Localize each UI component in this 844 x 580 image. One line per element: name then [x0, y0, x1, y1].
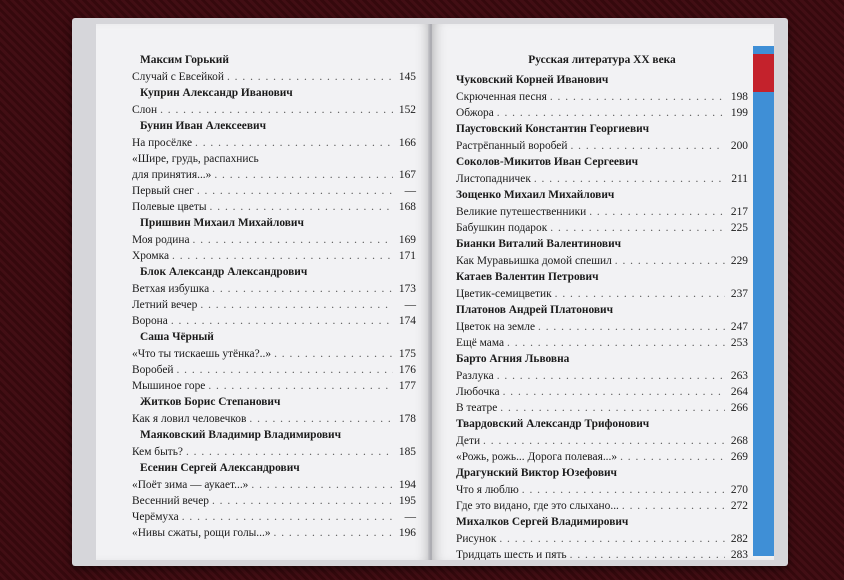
dot-leader: [522, 482, 725, 498]
entry-title: Моя родина: [132, 234, 190, 246]
dot-leader: [550, 220, 725, 236]
entry-page-number: 173: [398, 283, 416, 295]
dot-leader: [274, 346, 393, 362]
toc-entry: [132, 69, 416, 85]
toc-entry: [456, 482, 748, 498]
entry-title: для принятия...»: [132, 169, 212, 181]
dot-leader: [193, 232, 393, 248]
entry-title: Тридцать шесть и пять: [456, 549, 567, 560]
entry-page-number: 253: [730, 337, 748, 349]
open-book: [72, 18, 788, 566]
entry-page-number: 171: [398, 250, 416, 262]
entry-page-number: 200: [730, 140, 748, 152]
dot-leader: [186, 444, 393, 460]
entry-title: Ветхая избушка: [132, 283, 210, 295]
entry-title: «Рожь, рожь... Дорога полевая...»: [456, 451, 618, 463]
toc-entry: [132, 346, 416, 362]
dot-leader: [570, 547, 725, 560]
author-heading: Михалков Сергей Владимирович: [456, 516, 629, 528]
entry-page-number: —: [404, 185, 416, 197]
dot-leader: [497, 105, 725, 121]
left-toc: [132, 52, 416, 541]
blue-edge-tab: [751, 46, 774, 556]
entry-title: Случай с Евсейкой: [132, 71, 224, 83]
toc-entry: [132, 151, 416, 167]
entry-page-number: 225: [730, 222, 748, 234]
toc-entry: [132, 477, 416, 493]
toc-entry: [132, 281, 416, 297]
entry-page-number: 266: [730, 402, 748, 414]
dot-leader: [172, 248, 393, 264]
dot-leader: [249, 411, 393, 427]
toc-entry: [456, 105, 748, 121]
entry-title: Дети: [456, 435, 481, 447]
entry-title: Слон: [132, 104, 158, 116]
entry-page-number: 217: [730, 206, 748, 218]
entry-page-number: 199: [730, 107, 748, 119]
entry-page-number: 175: [398, 348, 416, 360]
author-heading: Бианки Виталий Валентинович: [456, 238, 622, 250]
entry-page-number: 272: [730, 500, 748, 512]
dot-leader: [182, 509, 393, 525]
entry-page-number: 196: [398, 527, 416, 539]
dot-leader: [176, 362, 393, 378]
entry-page-number: 152: [398, 104, 416, 116]
right-page: [432, 24, 774, 560]
author-heading: Платонов Андрей Платонович: [456, 304, 614, 316]
entry-title: Как Муравьишка домой спешил: [456, 255, 612, 267]
author-heading: Драгунский Виктор Юзефович: [456, 467, 617, 479]
toc-entry: [456, 220, 748, 236]
entry-title: Мышиное горе: [132, 380, 206, 392]
toc-entry: [456, 335, 748, 351]
toc-entry: [132, 313, 416, 329]
entry-page-number: 229: [730, 255, 748, 267]
entry-page-number: 283: [730, 549, 748, 560]
entry-page-number: 195: [398, 495, 416, 507]
toc-entry: [132, 411, 416, 427]
dot-leader: [589, 204, 725, 220]
dot-leader: [160, 102, 393, 118]
dot-leader: [214, 167, 393, 183]
entry-title: Бабушкин подарок: [456, 222, 548, 234]
author-heading: Пришвин Михаил Михайлович: [140, 217, 304, 229]
toc-entry: [132, 232, 416, 248]
toc-entry: [456, 319, 748, 335]
toc-entry: [456, 449, 748, 465]
entry-page-number: 194: [398, 479, 416, 491]
entry-page-number: —: [404, 511, 416, 523]
entry-title: «Поёт зима — аукает...»: [132, 479, 249, 491]
entry-page-number: 174: [398, 315, 416, 327]
entry-title: Скрюченная песня: [456, 91, 547, 103]
dot-leader: [197, 183, 393, 199]
toc-entry: [132, 199, 416, 215]
entry-title: Где это видано, где это слыхано...: [456, 500, 619, 512]
toc-entry: [456, 368, 748, 384]
toc-entry: [132, 167, 416, 183]
entry-page-number: 237: [730, 288, 748, 300]
toc-entry: [132, 183, 416, 199]
dot-leader: [171, 313, 393, 329]
author-heading: Твардовский Александр Трифонович: [456, 418, 650, 430]
entry-title: Черёмуха: [132, 511, 179, 523]
toc-entry: [132, 525, 416, 541]
dot-leader: [534, 171, 725, 187]
entry-page-number: 176: [398, 364, 416, 376]
entry-title: Разлука: [456, 370, 494, 382]
entry-page-number: 282: [730, 533, 748, 545]
toc-entry: [456, 547, 748, 560]
author-heading: Чуковский Корней Иванович: [456, 74, 609, 86]
dot-leader: [483, 433, 725, 449]
author-heading: Есенин Сергей Александрович: [140, 462, 300, 474]
author-heading: Бунин Иван Алексеевич: [140, 120, 266, 132]
entry-page-number: 264: [730, 386, 748, 398]
dot-leader: [251, 477, 393, 493]
dot-leader: [210, 199, 393, 215]
dot-leader: [503, 384, 725, 400]
dot-leader: [212, 281, 393, 297]
entry-page-number: 198: [730, 91, 748, 103]
dot-leader: [615, 253, 725, 269]
toc-entry: [132, 493, 416, 509]
entry-title: В театре: [456, 402, 498, 414]
dot-leader: [507, 335, 725, 351]
entry-title: «Шире, грудь, распахнись: [132, 153, 259, 165]
dot-leader: [227, 69, 393, 85]
toc-entry: [132, 297, 416, 313]
author-heading: Барто Агния Львовна: [456, 353, 570, 365]
entry-page-number: 211: [731, 173, 748, 185]
author-heading: Зощенко Михаил Михайлович: [456, 189, 615, 201]
entry-title: На просёлке: [132, 137, 193, 149]
entry-title: Растрёпанный воробей: [456, 140, 568, 152]
entry-title: Листопадничек: [456, 173, 531, 185]
entry-title: Летний вечер: [132, 299, 198, 311]
toc-entry: [456, 171, 748, 187]
toc-entry: [456, 253, 748, 269]
toc-entry: [456, 138, 748, 154]
toc-entry: [132, 135, 416, 151]
entry-page-number: 270: [730, 484, 748, 496]
author-heading: Катаев Валентин Петрович: [456, 271, 599, 283]
author-heading: Блок Александр Александрович: [140, 266, 308, 278]
toc-entry: [132, 378, 416, 394]
toc-entry: [456, 531, 748, 547]
entry-title: Рисунок: [456, 533, 497, 545]
entry-page-number: 167: [398, 169, 416, 181]
dot-leader: [200, 297, 393, 313]
toc-entry: [132, 444, 416, 460]
entry-page-number: 247: [730, 321, 748, 333]
left-page: [96, 24, 430, 560]
author-heading: Соколов-Микитов Иван Сергеевич: [456, 156, 639, 168]
dot-leader: [538, 319, 725, 335]
dot-leader: [208, 378, 393, 394]
entry-title: Великие путешественники: [456, 206, 587, 218]
right-toc: [456, 54, 748, 560]
entry-title: Любочка: [456, 386, 500, 398]
entry-title: Хромка: [132, 250, 170, 262]
entry-title: Обжора: [456, 107, 494, 119]
toc-entry: [456, 286, 748, 302]
author-heading: Максим Горький: [140, 54, 229, 66]
author-heading: Житков Борис Степанович: [140, 396, 281, 408]
dot-leader: [555, 286, 725, 302]
dot-leader: [499, 531, 725, 547]
entry-title: Цветок на земле: [456, 321, 536, 333]
toc-entry: [132, 362, 416, 378]
entry-page-number: 185: [398, 446, 416, 458]
entry-page-number: 169: [398, 234, 416, 246]
toc-entry: [456, 384, 748, 400]
entry-title: Полевые цветы: [132, 201, 207, 213]
toc-entry: [132, 509, 416, 525]
dot-leader: [195, 135, 393, 151]
toc-entry: [456, 498, 748, 514]
entry-title: Как я ловил человечков: [132, 413, 247, 425]
author-heading: Саша Чёрный: [140, 331, 214, 343]
entry-page-number: —: [404, 299, 416, 311]
author-heading: Маяковский Владимир Владимирович: [140, 429, 342, 441]
dot-leader: [622, 498, 725, 514]
dot-leader: [497, 368, 725, 384]
dot-leader: [212, 493, 393, 509]
dot-leader: [550, 89, 725, 105]
entry-title: Ещё мама: [456, 337, 505, 349]
entry-page-number: 269: [730, 451, 748, 463]
author-heading: Паустовский Константин Георгиевич: [456, 123, 650, 135]
entry-title: Воробей: [132, 364, 174, 376]
toc-entry: [456, 433, 748, 449]
author-heading: Куприн Александр Иванович: [140, 87, 293, 99]
entry-title: Кем быть?: [132, 446, 183, 458]
entry-page-number: 168: [398, 201, 416, 213]
entry-page-number: 268: [730, 435, 748, 447]
dot-leader: [620, 449, 725, 465]
entry-title: «Нивы сжаты, рощи голы...»: [132, 527, 271, 539]
toc-entry: [456, 400, 748, 416]
red-edge-tab: [753, 54, 774, 92]
entry-title: Что я люблю: [456, 484, 519, 496]
toc-entry: [132, 248, 416, 264]
toc-entry: [456, 89, 748, 105]
entry-page-number: 178: [398, 413, 416, 425]
dot-leader: [570, 138, 725, 154]
entry-title: Весенний вечер: [132, 495, 209, 507]
entry-title: Ворона: [132, 315, 168, 327]
entry-page-number: 177: [398, 380, 416, 392]
entry-title: Цветик-семицветик: [456, 288, 552, 300]
entry-page-number: 263: [730, 370, 748, 382]
entry-title: Первый снег: [132, 185, 194, 197]
entry-page-number: 166: [398, 137, 416, 149]
toc-entry: [132, 102, 416, 118]
toc-entry: [456, 204, 748, 220]
dot-leader: [500, 400, 725, 416]
entry-page-number: 145: [398, 71, 416, 83]
entry-title: «Что ты тискаешь утёнка?..»: [132, 348, 272, 360]
dot-leader: [274, 525, 393, 541]
page-header: Русская литература XX века: [528, 54, 676, 66]
